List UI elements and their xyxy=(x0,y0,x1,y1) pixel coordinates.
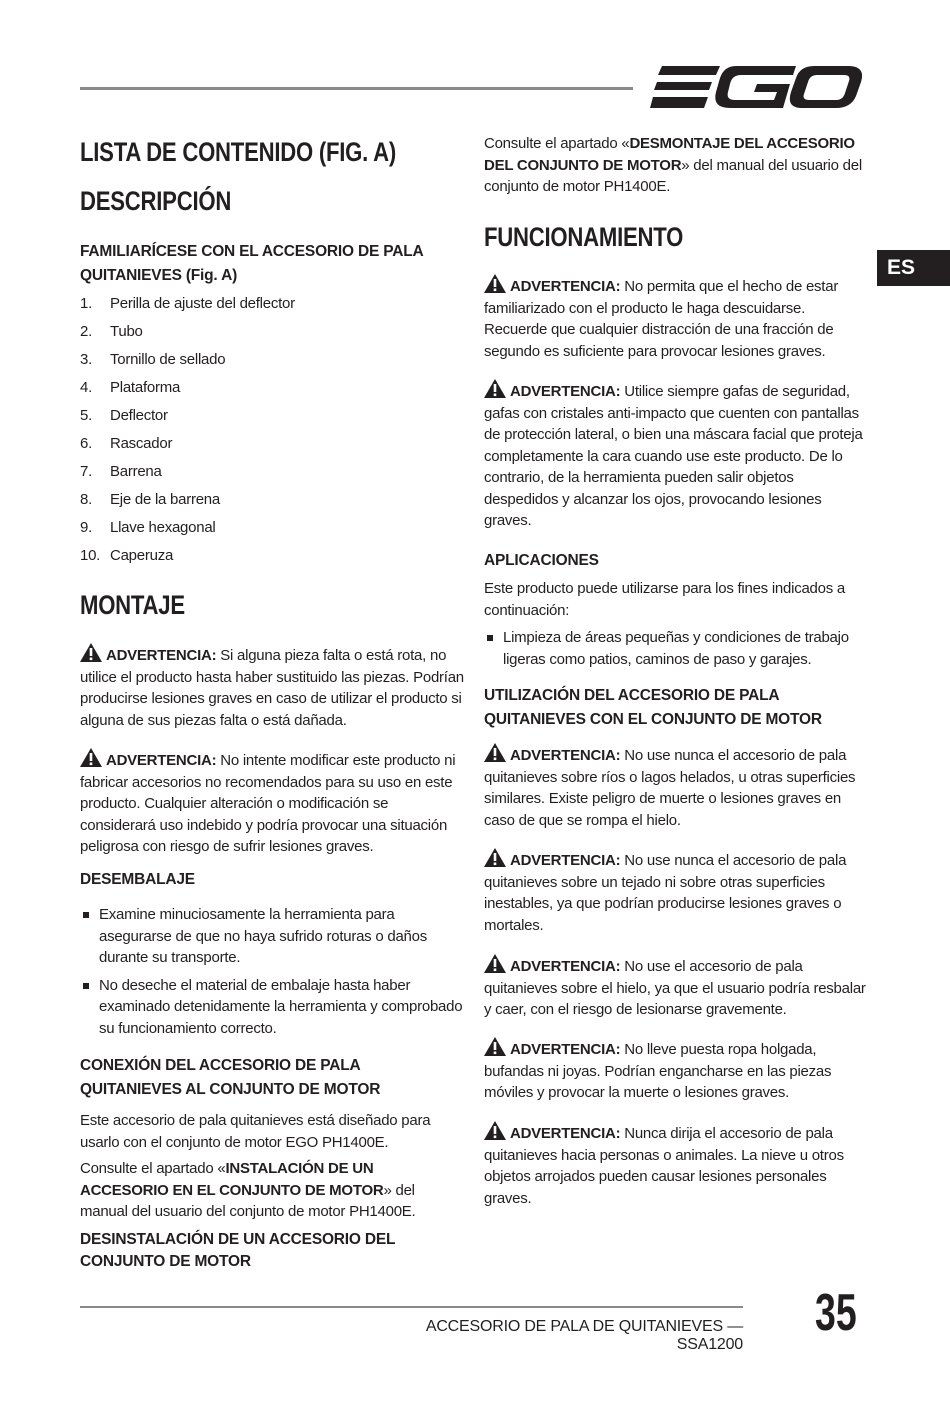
warning-paragraph: ADVERTENCIA: No use nunca el accesorio de pala quitanieves sobre ríos o lagos helados, u otras superficies similares. Existe peligro de muerte o lesiones graves en caso de que se rompa el hielo. xyxy=(484,743,869,831)
bullet-icon xyxy=(487,635,493,641)
warning-paragraph: ADVERTENCIA: No permita que el hecho de estar familiarizado con el producto le haga descuidarse. Recuerde que cualquier distracción de una fracción de segundo es suficiente para provocar lesiones graves. xyxy=(484,274,869,362)
list-item: 9. Llave hexagonal xyxy=(80,519,216,536)
list-item: 10. Caperuza xyxy=(80,547,174,564)
language-tab: ES xyxy=(877,250,950,286)
parts-list xyxy=(80,293,465,573)
subheading-connect: CONEXIÓN DEL ACCESORIO DE PALA QUITANIEVES AL CONJUNTO DE MOTOR xyxy=(80,1057,381,1098)
heading-assembly: MONTAJE xyxy=(80,590,185,620)
list-item: Examine minuciosamente la herramienta para asegurarse de que no haya sufrido roturas o daños durante su transporte. xyxy=(80,904,465,969)
heading-contents: LISTA DE CONTENIDO (FIG. A) xyxy=(80,137,397,167)
warning-icon xyxy=(484,274,506,293)
list-item: 8. Eje de la barrena xyxy=(80,491,220,508)
footer-rule xyxy=(80,1306,743,1308)
list-item: 4. Plataforma xyxy=(80,379,181,396)
warning-paragraph: ADVERTENCIA: No use nunca el accesorio de pala quitanieves sobre un tejado ni sobre otras superficies inestables, ya que podrían producirse lesiones graves o mortales. xyxy=(484,848,869,936)
remove-reference-paragraph: Consulte el apartado «DESMONTAJE DEL ACCESORIO DEL CONJUNTO DE MOTOR» del manual del usuario del conjunto de motor PH1400E. xyxy=(484,135,862,195)
heading-operation: FUNCIONAMIENTO xyxy=(484,222,684,252)
list-item: 3. Tornillo de sellado xyxy=(80,351,226,368)
warning-icon xyxy=(484,1037,506,1056)
warning-icon xyxy=(484,954,506,973)
warning-icon xyxy=(484,848,506,867)
warning-paragraph: ADVERTENCIA: No lleve puesta ropa holgada, bufandas ni joyas. Podrían engancharse en las piezas móviles y provocar la muerte o lesiones graves. xyxy=(484,1037,869,1104)
subheading-unpacking: DESEMBALAJE xyxy=(80,871,195,888)
list-item: 6. Rascador xyxy=(80,435,173,452)
bullet-icon xyxy=(83,983,89,989)
warning-paragraph: ADVERTENCIA: Si alguna pieza falta o está rota, no utilice el producto hasta haber sustituido las piezas. Podrían producirse lesiones graves en caso de utilizar el producto si alguna de sus piezas falta o está dañada. xyxy=(80,643,465,731)
subheading-remove: DESINSTALACIÓN DE UN ACCESORIO DEL CONJUNTO DE MOTOR xyxy=(80,1231,395,1270)
list-item: Limpieza de áreas pequeñas y condiciones de trabajo ligeras como patios, caminos de paso y garajes. xyxy=(484,627,869,670)
list-item: 7. Barrena xyxy=(80,463,162,480)
subheading-applications: APLICACIONES xyxy=(484,552,599,569)
list-item: 2. Tubo xyxy=(80,323,143,340)
warning-icon xyxy=(80,643,102,662)
subheading-familiarize: FAMILIARÍCESE CON EL ACCESORIO DE PALA QUITANIEVES (Fig. A) xyxy=(80,243,423,284)
bullet-icon xyxy=(83,912,89,918)
footer-title: ACCESORIO DE PALA DE QUITANIEVES — SSA1200 xyxy=(425,1318,743,1353)
list-item: 5. Deflector xyxy=(80,407,168,424)
warning-icon xyxy=(80,748,102,767)
warning-paragraph: ADVERTENCIA: No use el accesorio de pala quitanieves sobre el hielo, ya que el usuario podría resbalar y caer, con el riesgo de lesionarse gravemente. xyxy=(484,954,869,1021)
connect-reference-paragraph: Consulte el apartado «INSTALACIÓN DE UN ACCESORIO EN EL CONJUNTO DE MOTOR» del manual del usuario del conjunto de motor PH1400E. xyxy=(80,1160,416,1220)
subheading-usage: UTILIZACIÓN DEL ACCESORIO DE PALA QUITANIEVES CON EL CONJUNTO DE MOTOR xyxy=(484,687,822,728)
list-item: No deseche el material de embalaje hasta haber examinado detenidamente la herramienta y comprobado su funcionamiento correcto. xyxy=(80,975,465,1040)
header-rule xyxy=(80,87,633,90)
applications-paragraph: Este producto puede utilizarse para los fines indicados a continuación: xyxy=(484,580,845,619)
applications-list xyxy=(484,627,869,676)
warning-icon xyxy=(484,743,506,762)
warning-icon xyxy=(484,1121,506,1140)
warning-paragraph: ADVERTENCIA: Nunca dirija el accesorio de pala quitanieves hacia personas o animales. La nieve u otros objetos arrojados pueden causar lesiones personales graves. xyxy=(484,1121,869,1209)
warning-paragraph: ADVERTENCIA: No intente modificar este producto ni fabricar accesorios no recomendados para su uso en este producto. Cualquier alteración o modificación se considerará uso indebido y podría provocar una situación peligrosa con riesgo de sufrir lesiones graves. xyxy=(80,748,465,858)
ego-logo xyxy=(650,62,862,112)
unpacking-list xyxy=(80,904,465,1045)
warning-icon xyxy=(484,379,506,398)
list-item: 1. Perilla de ajuste del deflector xyxy=(80,295,295,312)
page-number: 35 xyxy=(815,1284,857,1342)
warning-paragraph: ADVERTENCIA: Utilice siempre gafas de seguridad, gafas con cristales anti-impacto que cuenten con pantallas de protección lateral, o bien una máscara facial que proteja completamente la cara cuando use este producto. De lo contrario, de la herramienta pueden salir objetos despedidos y alcanzar los ojos, provocando lesiones graves. xyxy=(484,379,869,532)
connect-paragraph: Este accesorio de pala quitanieves está diseñado para usarlo con el conjunto de motor EGO PH1400E. xyxy=(80,1112,431,1151)
heading-description: DESCRIPCIÓN xyxy=(80,186,232,216)
